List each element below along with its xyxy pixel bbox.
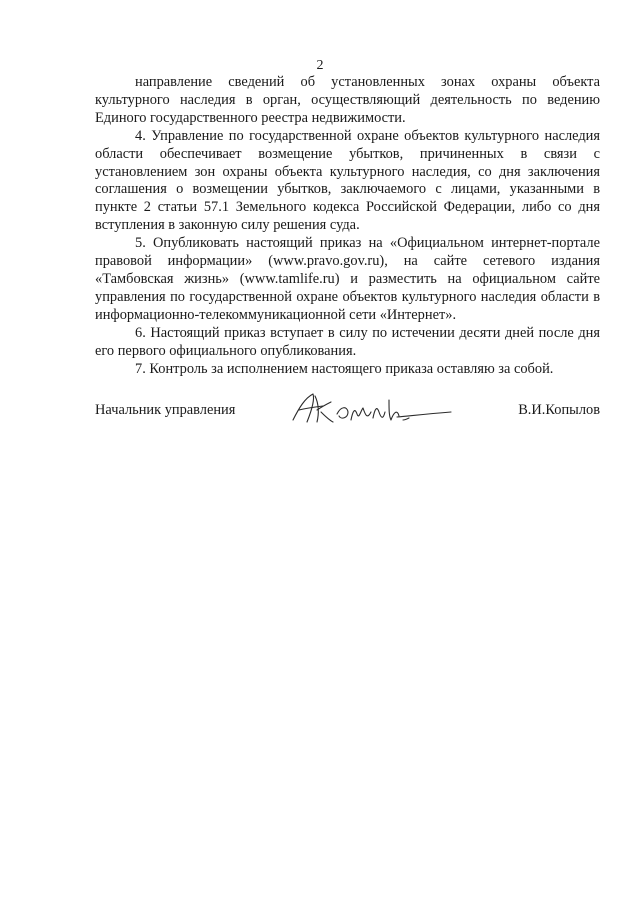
signer-title: Начальник управления xyxy=(95,402,236,418)
paragraph-item-7: 7. Контроль за исполнением настоящего приказа оставляю за собой. xyxy=(135,360,554,377)
paragraph-item-6: 6. Настоящий приказ вступает в силу по истечении десяти дней после дня его первого официального опубликования. xyxy=(95,324,600,359)
paragraph-item-4: 4. Управление по государственной охране объектов культурного наследия области обеспечивает возмещение убытков, причиненных в связи с установлением зон охраны объекта культурного наследия, со дня заключения соглашения о возмещении убытков, заключаемого с лицами, указанными в пункте 2 статьи 57.1 Земельного кодекса Российской Федерации, либо со дня вступления в законную силу решения суда. xyxy=(95,127,600,234)
page-number: 2 xyxy=(316,58,324,73)
signature-block xyxy=(95,398,600,428)
document-body xyxy=(95,74,600,378)
paragraph-continuation: направление сведений об установленных зонах охраны объекта культурного наследия в орган, осуществляющий деятельность по ведению Единого государственного реестра недвижимости. xyxy=(95,74,600,126)
signer-name: В.И.Копылов xyxy=(518,402,600,418)
paragraph-item-5: 5. Опубликовать настоящий приказ на «Официальном интернет-портале правовой информации» (www.pravo.gov.ru), на сайте сетевого издания «Тамбовская жизнь» (www.tamlife.ru) и разместить на официальном сайте управления по государственной охране объектов культурного наследия области в информационно-телекоммуникационной сети «Интернет». xyxy=(95,235,600,323)
handwritten-signature xyxy=(285,390,455,430)
